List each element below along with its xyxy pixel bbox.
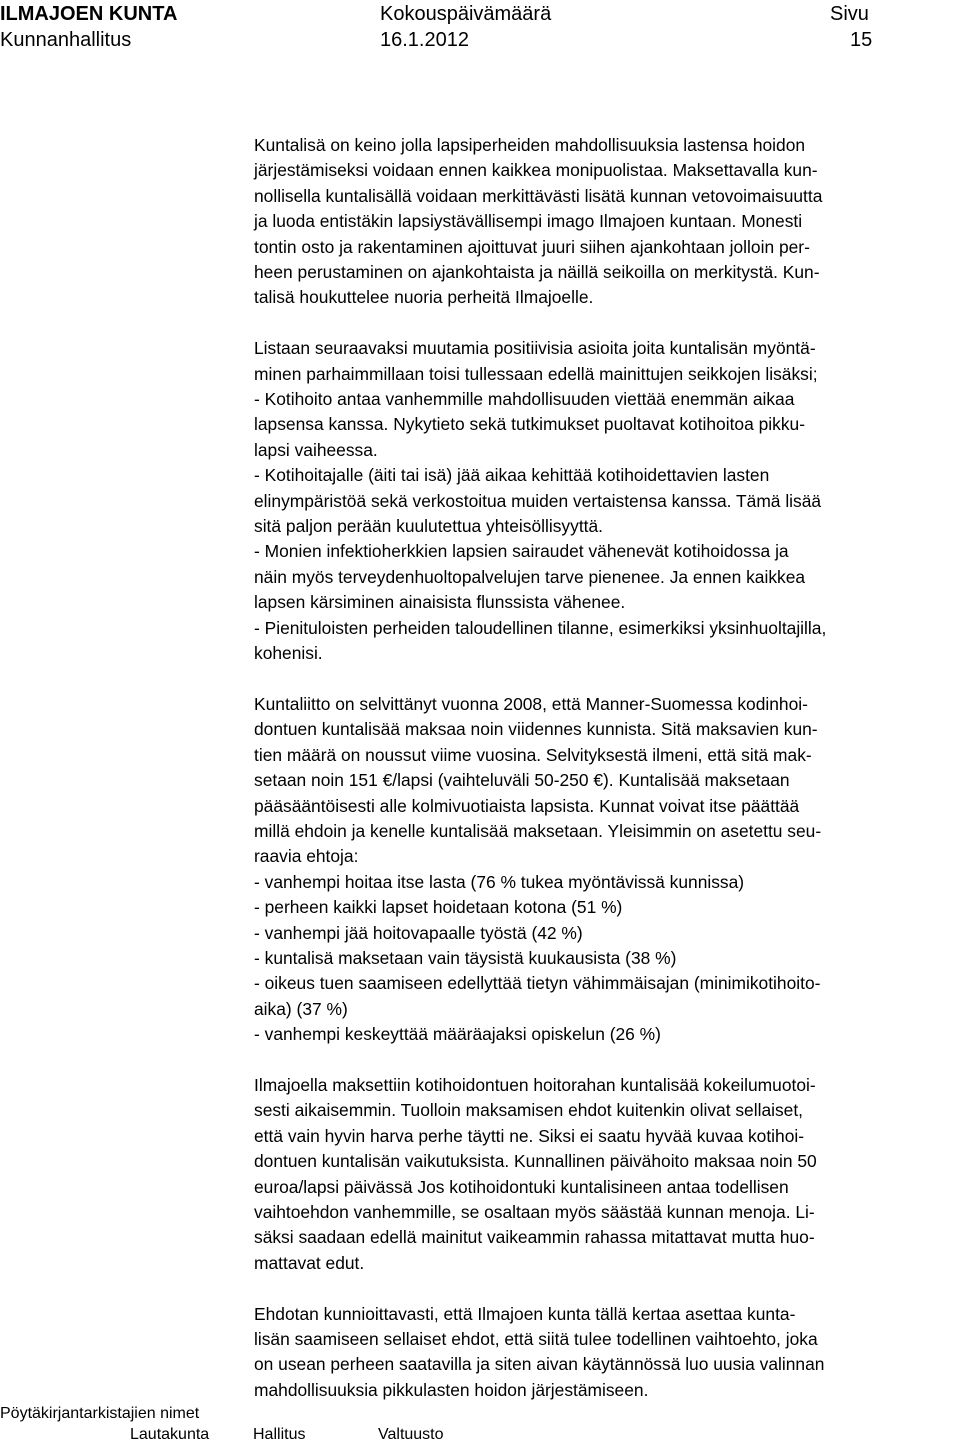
text-line: tontin osto ja rakentaminen ajoittuvat juuri siihen ajankohtaan jolloin per- [254, 236, 810, 257]
text-line: mahdollisuuksia pikkulasten hoidon järjestämiseen. [254, 1379, 649, 1400]
text-line: lisän saamiseen sellaiset ehdot, että siitä tulee todellinen vaihtoehto, joka [254, 1329, 818, 1350]
text-line: lapsi vaiheessa. [254, 439, 378, 460]
text-line: - vanhempi jää hoitovapaalle työstä (42 %) [254, 922, 583, 943]
text-line: elinympäristöä sekä verkostoitua muiden vertaistensa kanssa. Tämä lisää [254, 490, 822, 511]
text-line: säksi saadaan edellä mainitut vaikeammin rahassa mitattavat mutta huo- [254, 1227, 815, 1248]
text-line: on usean perheen saatavilla ja siten aivan käytännössä luo uusia valinnan [254, 1354, 825, 1375]
text-line: - Pienituloisten perheiden taloudellinen tilanne, esimerkiksi yksinhuoltajilla, [254, 617, 827, 638]
text-line: Ehdotan kunnioittavasti, että Ilmajoen kunta tällä kertaa asettaa kunta- [254, 1303, 796, 1324]
paragraph [254, 336, 960, 666]
text-line: heen perustaminen on ajankohtaista ja näillä seikoilla on merkitystä. Kun- [254, 262, 820, 283]
paragraph [254, 133, 960, 311]
text-line: vaihtoehdon vanhemmille, se osaltaan myös säästää kunnan menoja. Li- [254, 1202, 815, 1223]
text-line: lapsensa kanssa. Nykytieto sekä tutkimukset puoltavat kotihoitoa pikku- [254, 414, 805, 435]
text-line: nollisella kuntalisällä voidaan merkittävästi lisätä kunnan vetovoimaisuutta [254, 185, 823, 206]
text-line: Listaan seuraavaksi muutamia positiivisia asioita joita kuntalisän myöntä- [254, 338, 816, 359]
paragraph-gap [254, 1048, 960, 1073]
text-line: setaan noin 151 €/lapsi (vaihteluväli 50-250 €). Kuntalisää maksetaan [254, 770, 790, 791]
meeting-date: 16.1.2012 [380, 29, 469, 51]
text-line: näin myös terveydenhuoltopalvelujen tarve pienenee. Ja ennen kaikkea [254, 566, 806, 587]
footer-valtuusto: Valtuusto [378, 1426, 444, 1443]
text-line: - Kotihoitajalle (äiti tai isä) jää aikaa kehittää kotihoidettavien lasten [254, 465, 770, 486]
text-line: talisä houkuttelee nuoria perheitä Ilmajoelle. [254, 287, 594, 308]
text-line: lapsen kärsiminen ainaisista flunssista vähenee. [254, 592, 626, 613]
footer-hallitus: Hallitus [253, 1426, 306, 1443]
text-line: - oikeus tuen saamiseen edellyttää tietyn vähimmäisajan (minimikotihoito- [254, 973, 821, 994]
committee-name: Kunnanhallitus [0, 29, 132, 51]
text-line: aika) (37 %) [254, 998, 348, 1019]
text-line: raavia ehtoja: [254, 846, 359, 867]
text-line: Ilmajoella maksettiin kotihoidontuen hoitorahan kuntalisää kokeilumuotoi- [254, 1074, 816, 1095]
text-line: - kuntalisä maksetaan vain täysistä kuukausista (38 %) [254, 947, 677, 968]
text-line: järjestämiseksi voidaan ennen kaikkea monipuolistaa. Maksettavalla kun- [254, 160, 818, 181]
text-line: tien määrä on noussut viime vuosina. Selvityksestä ilmeni, että sitä mak- [254, 744, 812, 765]
signatures-label: Pöytäkirjantarkistajien nimet [0, 1405, 200, 1422]
text-line: mattavat edut. [254, 1252, 365, 1273]
paragraph-gap [254, 1276, 960, 1301]
text-line: dontuen kuntalisää maksaa noin viidennes kunnista. Sitä maksavien kun- [254, 719, 818, 740]
text-line: sesti aikaisemmin. Tuolloin maksamisen ehdot kuitenkin olivat sellaiset, [254, 1100, 804, 1121]
text-line: dontuen kuntalisän vaikutuksista. Kunnallinen päivähoito maksaa noin 50 [254, 1151, 817, 1172]
page-header [0, 0, 960, 60]
organization-name: ILMAJOEN KUNTA [0, 3, 178, 25]
text-line: että vain hyvin harva perhe täytti ne. Siksi ei saatu hyvää kuvaa kotihoi- [254, 1125, 805, 1146]
text-line: - vanhempi hoitaa itse lasta (76 % tukea myöntävissä kunnissa) [254, 871, 745, 892]
footer-lautakunta: Lautakunta [130, 1426, 210, 1443]
paragraph [254, 1302, 960, 1404]
paragraph-gap [254, 311, 960, 336]
text-line: pääsääntöisesti alle kolmivuotiaista lapsista. Kunnat voivat itse päättää [254, 795, 800, 816]
page-footer [0, 1405, 960, 1442]
text-line: kohenisi. [254, 643, 323, 664]
text-line: - perheen kaikki lapset hoidetaan kotona (51 %) [254, 897, 623, 918]
text-line: Kuntalisä on keino jolla lapsiperheiden mahdollisuuksia lastensa hoidon [254, 135, 806, 155]
text-line: ja luoda entistäkin lapsiystävällisempi imago Ilmajoen kuntaan. Monesti [254, 211, 803, 232]
page-number: 15 [850, 29, 873, 51]
page-label: Sivu [830, 3, 869, 25]
meeting-date-label: Kokouspäivämäärä [380, 3, 552, 25]
text-line: sitä paljon perään kuulutettua yhteisöllisyyttä. [254, 516, 603, 537]
text-line: minen parhaimmillaan toisi tullessaan edellä mainittujen seikkojen lisäksi; [254, 363, 818, 384]
text-line: - Monien infektioherkkien lapsien sairaudet vähenevät kotihoidossa ja [254, 541, 789, 562]
text-line: - vanhempi keskeyttää määräajaksi opiskelun (26 %) [254, 1024, 661, 1045]
paragraph-gap [254, 667, 960, 692]
text-line: - Kotihoito antaa vanhemmille mahdollisuuden viettää enemmän aikaa [254, 389, 795, 410]
text-line: Kuntaliitto on selvittänyt vuonna 2008, että Manner-Suomessa kodinhoi- [254, 693, 808, 714]
text-line: millä ehdoin ja kenelle kuntalisää maksetaan. Yleisimmin on asetettu seu- [254, 820, 822, 841]
paragraph [254, 692, 960, 1048]
paragraph [254, 1073, 960, 1276]
text-line: euroa/lapsi päivässä Jos kotihoidontuki kuntalisineen antaa todellisen [254, 1176, 789, 1197]
minutes-body [254, 133, 960, 1403]
